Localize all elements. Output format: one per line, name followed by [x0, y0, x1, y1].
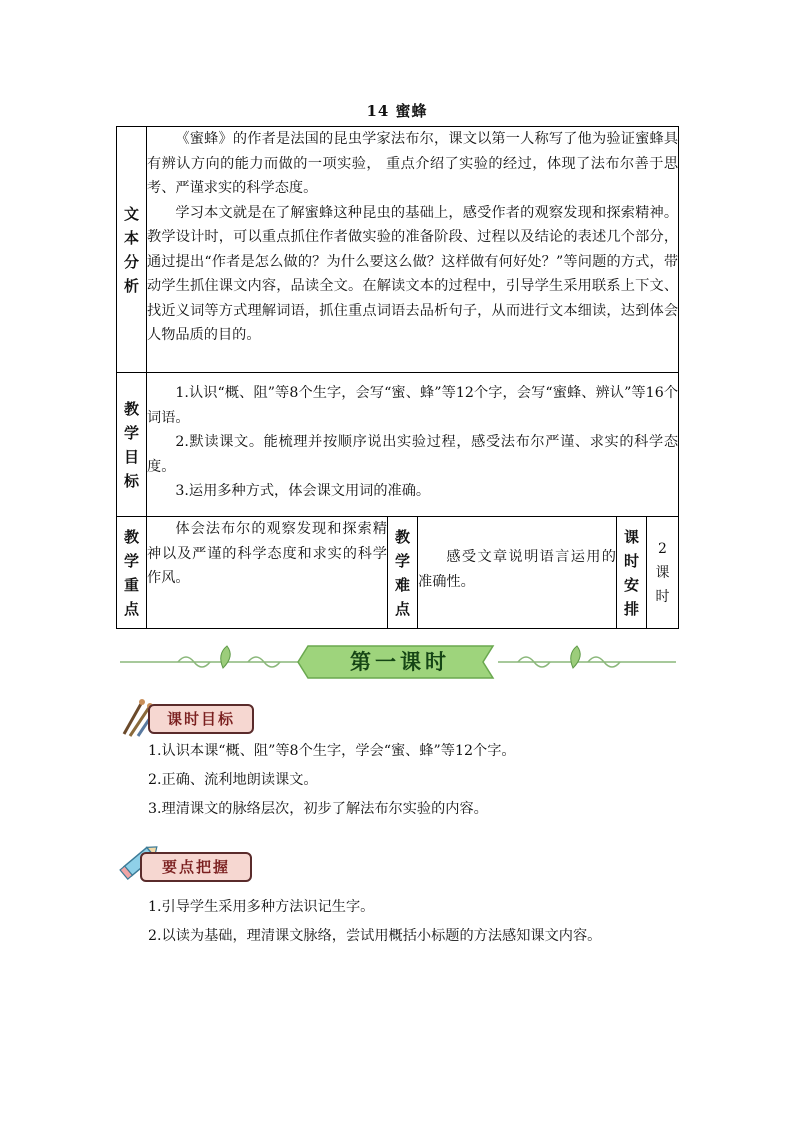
list-item: 2.正确、流利地朗读课文。 [148, 772, 318, 788]
goals-header: 教 学 目 标 [117, 373, 147, 517]
goals-body [147, 373, 679, 517]
list-item: 1.认识本课“概、阻”等8个生字，学会“蜜、蜂”等12个字。 [148, 743, 516, 759]
schedule-header: 课 时 安 排 [617, 517, 647, 629]
difficulties-header: 教 学 难 点 [388, 517, 418, 629]
document-title: 14 蜜蜂 [366, 102, 428, 120]
key-points-header: 教 学 重 点 [117, 517, 147, 629]
analysis-header: 文 本 分 析 [117, 127, 147, 373]
difficulties-body: 感受文章说明语言运用的准确性。 [418, 517, 617, 629]
goal-item: 2.默读课文。能梳理并按顺序说出实验过程，感受法布尔严谨、求实的科学态度。 [147, 434, 679, 475]
lesson-plan-table [116, 126, 679, 629]
key-grasp-list [148, 893, 601, 951]
analysis-paragraph: 《蜜蜂》的作者是法国的昆虫学家法布尔，课文以第一人称写了他为验证蜜蜂具有辨认方向的能力而做的一项实验， 重点介绍了实验的经过，体现了法布尔善于思考、严谨求实的科学态度。 [147, 131, 679, 196]
goal-item: 1.认识“概、阻”等8个生字，会写“蜜、蜂”等12个字，会写“蜜蜂、辨认”等16个词语。 [147, 385, 679, 426]
list-item: 3.理清课文的脉络层次，初步了解法布尔实验的内容。 [148, 801, 488, 817]
list-item: 2.以读为基础，理清课文脉络，尝试用概括小标题的方法感知课文内容。 [148, 928, 602, 944]
key-points-body: 体会法布尔的观察发现和探索精神以及严谨的科学态度和求实的科学作风。 [147, 517, 388, 629]
schedule-value: 2 课 时 [647, 517, 679, 629]
analysis-body [147, 127, 679, 373]
list-item: 1.引导学生采用多种方法识记生字。 [148, 899, 375, 915]
lesson-goals-tag: 课时目标 [148, 704, 254, 734]
analysis-paragraph: 学习本文就是在了解蜜蜂这种昆虫的基础上，感受作者的观察发现和探索精神。教学设计时，可以重点抓住作者做实验的准备阶段、过程以及结论的表述几个部分，通过提出“作者是怎么做的？为什么要这么做？这样做有何好处？”等问题的方式，带动学生抓住课文内容，品读全文。在解读文本的过程中，引导学生采用联系上下文、找近义词等方式理解词语，抓住重点词语去品析句子，从而进行文本细读，达到体会人物品质的目的。 [147, 204, 679, 343]
lesson-goals-list [148, 737, 516, 824]
lesson-period-title: 第一课时 [350, 650, 450, 674]
goal-item: 3.运用多种方式，体会课文用词的准确。 [175, 483, 431, 499]
key-grasp-tag: 要点把握 [140, 852, 252, 882]
